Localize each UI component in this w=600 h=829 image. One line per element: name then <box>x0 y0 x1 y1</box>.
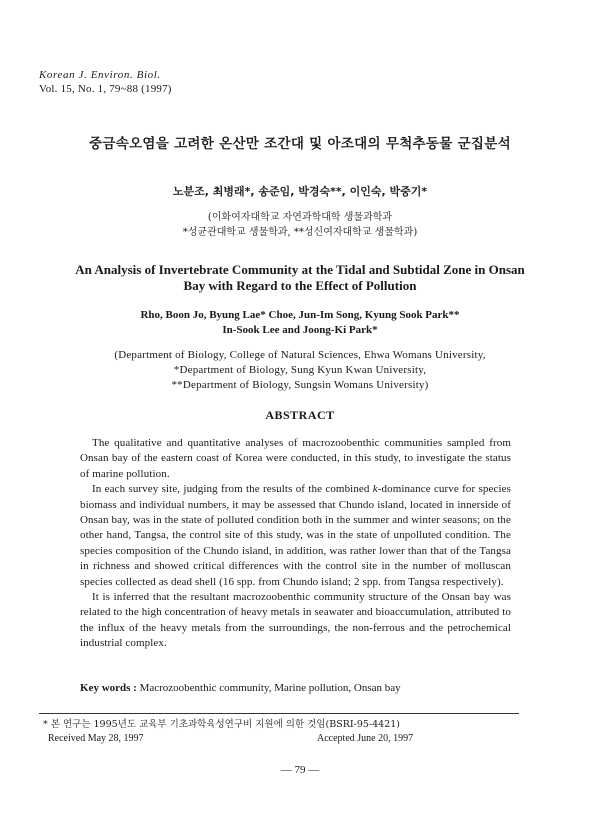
journal-header <box>39 68 172 96</box>
abstract-paragraph <box>80 482 511 590</box>
english-authors-line: Rho, Boon Jo, Byung Lae* Choe, Jun-Im Song, Kyung Sook Park** <box>140 309 460 321</box>
english-title <box>60 262 540 294</box>
english-affiliation-line: **Department of Biology, Sungsin Womans University) <box>171 379 429 391</box>
dates-line <box>43 732 543 746</box>
volume-line: Vol. 15, No. 1, 79~88 (1997) <box>39 83 172 95</box>
english-affiliation-line: (Department of Biology, College of Natural Sciences, Ehwa Womans University, <box>114 349 486 361</box>
page-number: — 79 — <box>280 764 320 776</box>
keywords-text: Macrozoobenthic community, Marine pollution, Onsan bay <box>139 682 401 694</box>
korean-affiliation-line: (이화여자대학교 자연과학대학 생물과학과 <box>207 212 393 223</box>
received-date: Received May 28, 1997 <box>48 733 144 744</box>
abstract-body <box>80 436 511 652</box>
english-affiliations <box>0 348 600 393</box>
journal-name: Korean J. Environ. Biol. <box>39 69 161 81</box>
abstract-text: In each survey site, judging from the results of the combined <box>92 483 373 496</box>
english-title-line: Bay with Regard to the Effect of Pollution <box>183 278 417 293</box>
korean-affiliation-line: *성균관대학교 생물학과, **성신여자대학교 생물학과) <box>182 227 418 238</box>
english-affiliation-line: *Department of Biology, Sung Kyun Kwan University, <box>173 364 427 376</box>
english-authors-line: In-Sook Lee and Joong-Ki Park* <box>222 324 378 336</box>
korean-title: 중금속오염을 고려한 온산만 조간대 및 아조대의 무척추동물 군집분석 <box>89 136 511 152</box>
keywords <box>80 682 520 694</box>
funding-note: * 본 연구는 1995년도 교육부 기초과학육성연구비 지원에 의한 것임(BSRI-95-4421) <box>43 719 401 730</box>
abstract-heading: ABSTRACT <box>265 408 335 422</box>
english-authors <box>0 308 600 338</box>
english-title-line: An Analysis of Invertebrate Community at the Tidal and Subtidal Zone in Onsan <box>75 262 525 277</box>
abstract-text: -dominance curve for species biomass and individual numbers, it may be assessed that Chundo island, located in innerside of Onsan bay, was in the state of polluted condition both in the summer and winter seasons; on the other hand, Tangsa, the control site of this study, was in the state of unpolluted condition. The species composition of the Chundo island, in addition, was rather lower than that of the Tangsa in richness and showed critical differences with the control site in the number of molluscan species collected as dead shell (16 spp. from Chundo island; 2 spp. from Tangsa respectively). <box>80 483 511 588</box>
accepted-date: Accepted June 20, 1997 <box>317 733 414 744</box>
k-symbol: k <box>372 483 378 496</box>
footnote-divider <box>39 713 519 714</box>
korean-affiliations <box>0 210 600 240</box>
footnote <box>43 718 543 746</box>
korean-authors: 노분조, 최병래*, 송준임, 박경숙**, 이인숙, 박중기* <box>172 185 428 198</box>
keywords-label: Key words : <box>80 682 137 694</box>
abstract-paragraph: It is inferred that the resultant macrozoobenthic community structure of the Onsan bay was related to the high concentration of heavy metals in seawater and bioaccumulation, attributed to the influx of the heavy metals from the surroundings, the non-ferrous and the petrochemical industrial complex. <box>80 591 511 650</box>
abstract-paragraph: The qualitative and quantitative analyses of macrozoobenthic communities sampled from Onsan bay of the eastern coast of Korea were conducted, in this study, to investigate the status of marine pollution. <box>80 437 511 480</box>
